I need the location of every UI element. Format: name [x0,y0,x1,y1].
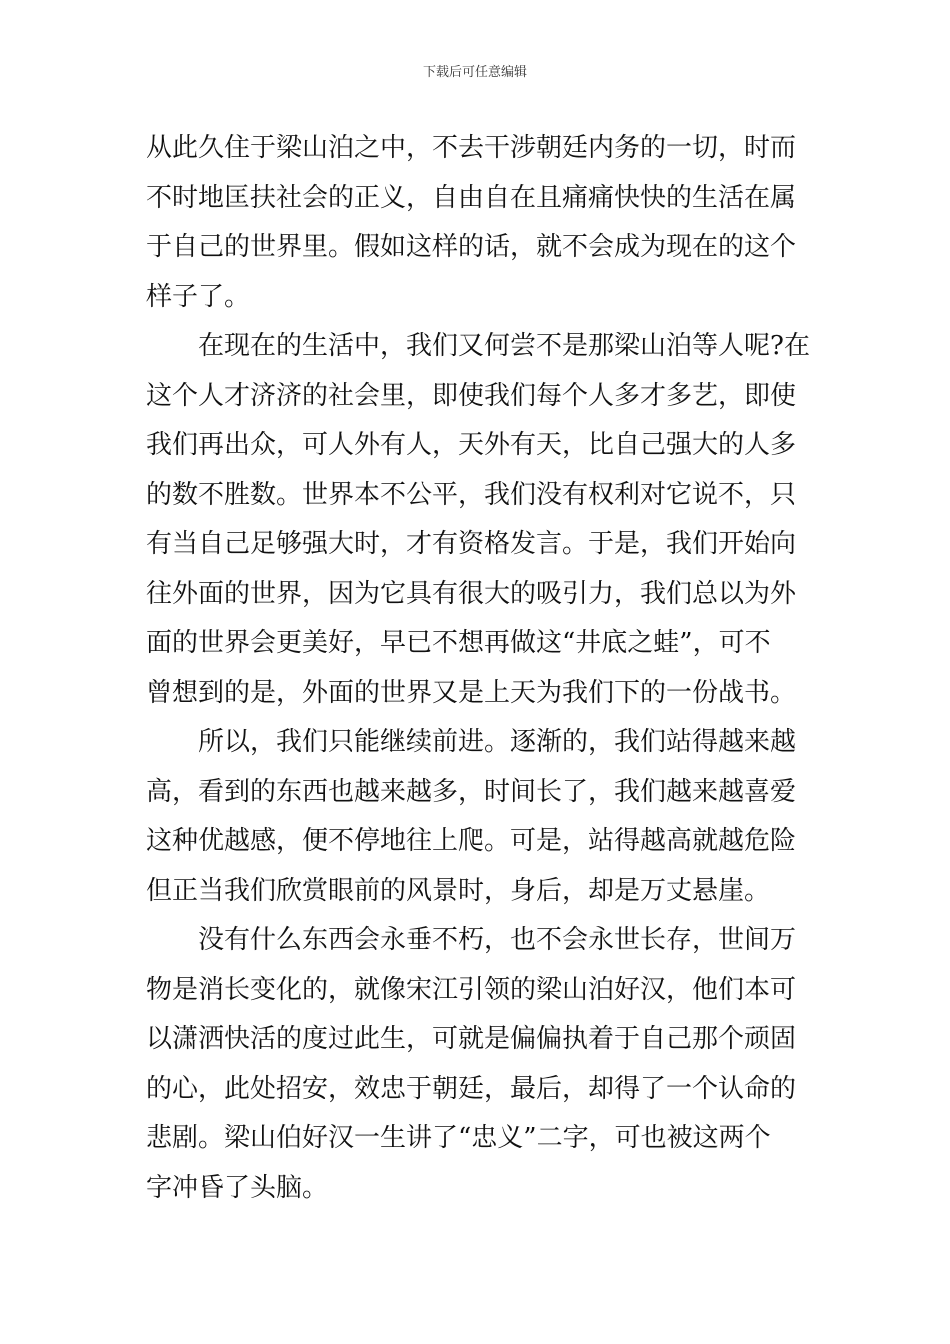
text-line: 曾想到的是，外面的世界又是上天为我们下的一份战书。 [146,677,797,708]
paragraph-1 [146,124,810,322]
paragraph-2 [146,322,810,718]
text-line: 的数不胜数。世界本不公平，我们没有权利对它说不，只 [146,479,797,510]
text-line: 我们再出众，可人外有人，天外有天，比自己强大的人多 [146,430,797,460]
text-line: 不时地匡扶社会的正义，自由自在且痛痛快快的生活在属 [146,182,797,213]
text-line: 没有什么东西会永垂不朽，也不会永世长存，世间万 [198,925,797,955]
text-line: 于自己的世界里。假如这样的话，就不会成为现在的这个 [146,232,797,262]
text-line: 面的世界会更美好，早已不想再做这“井底之蛙”，可不 [146,628,771,658]
text-line: 往外面的世界，因为它具有很大的吸引力，我们总以为外 [146,578,797,609]
text-line: 悲剧。梁山伯好汉一生讲了“忠义”二字，可也被这两个 [146,1123,771,1153]
text-line: 以潇洒快活的度过此生，可就是偏偏执着于自己那个顽固 [146,1024,797,1054]
text-line: 字冲昏了头脑。 [146,1172,329,1203]
text-line: 的心，此处招安，效忠于朝廷，最后，却得了一个认命的 [146,1073,797,1104]
text-line: 物是消长变化的，就像宋江引领的梁山泊好汉，他们本可 [146,974,797,1005]
text-line: 这种优越感，便不停地往上爬。可是，站得越高就越危险 [146,826,797,856]
page-header-note: 下载后可任意编辑 [422,65,527,80]
text-line: 在现在的生活中，我们又何尝不是那梁山泊等人呢?在 [198,331,810,361]
text-line: 所以，我们只能继续前进。逐渐的，我们站得越来越 [198,727,797,757]
text-line: 有当自己足够强大时，才有资格发言。于是，我们开始向 [146,529,797,559]
text-line: 从此久住于梁山泊之中，不去干涉朝廷内务的一切，时而 [146,133,797,163]
text-line: 样子了。 [146,281,251,312]
paragraph-4 [146,916,810,1213]
text-line: 高，看到的东西也越来越多，时间长了，我们越来越喜爱 [146,776,797,807]
text-line: 但正当我们欣赏眼前的风景时，身后，却是万丈悬崖。 [146,875,771,906]
paragraph-3 [146,718,810,916]
text-line: 这个人才济济的社会里，即使我们每个人多才多艺，即使 [146,380,797,411]
document-body [146,124,810,1213]
